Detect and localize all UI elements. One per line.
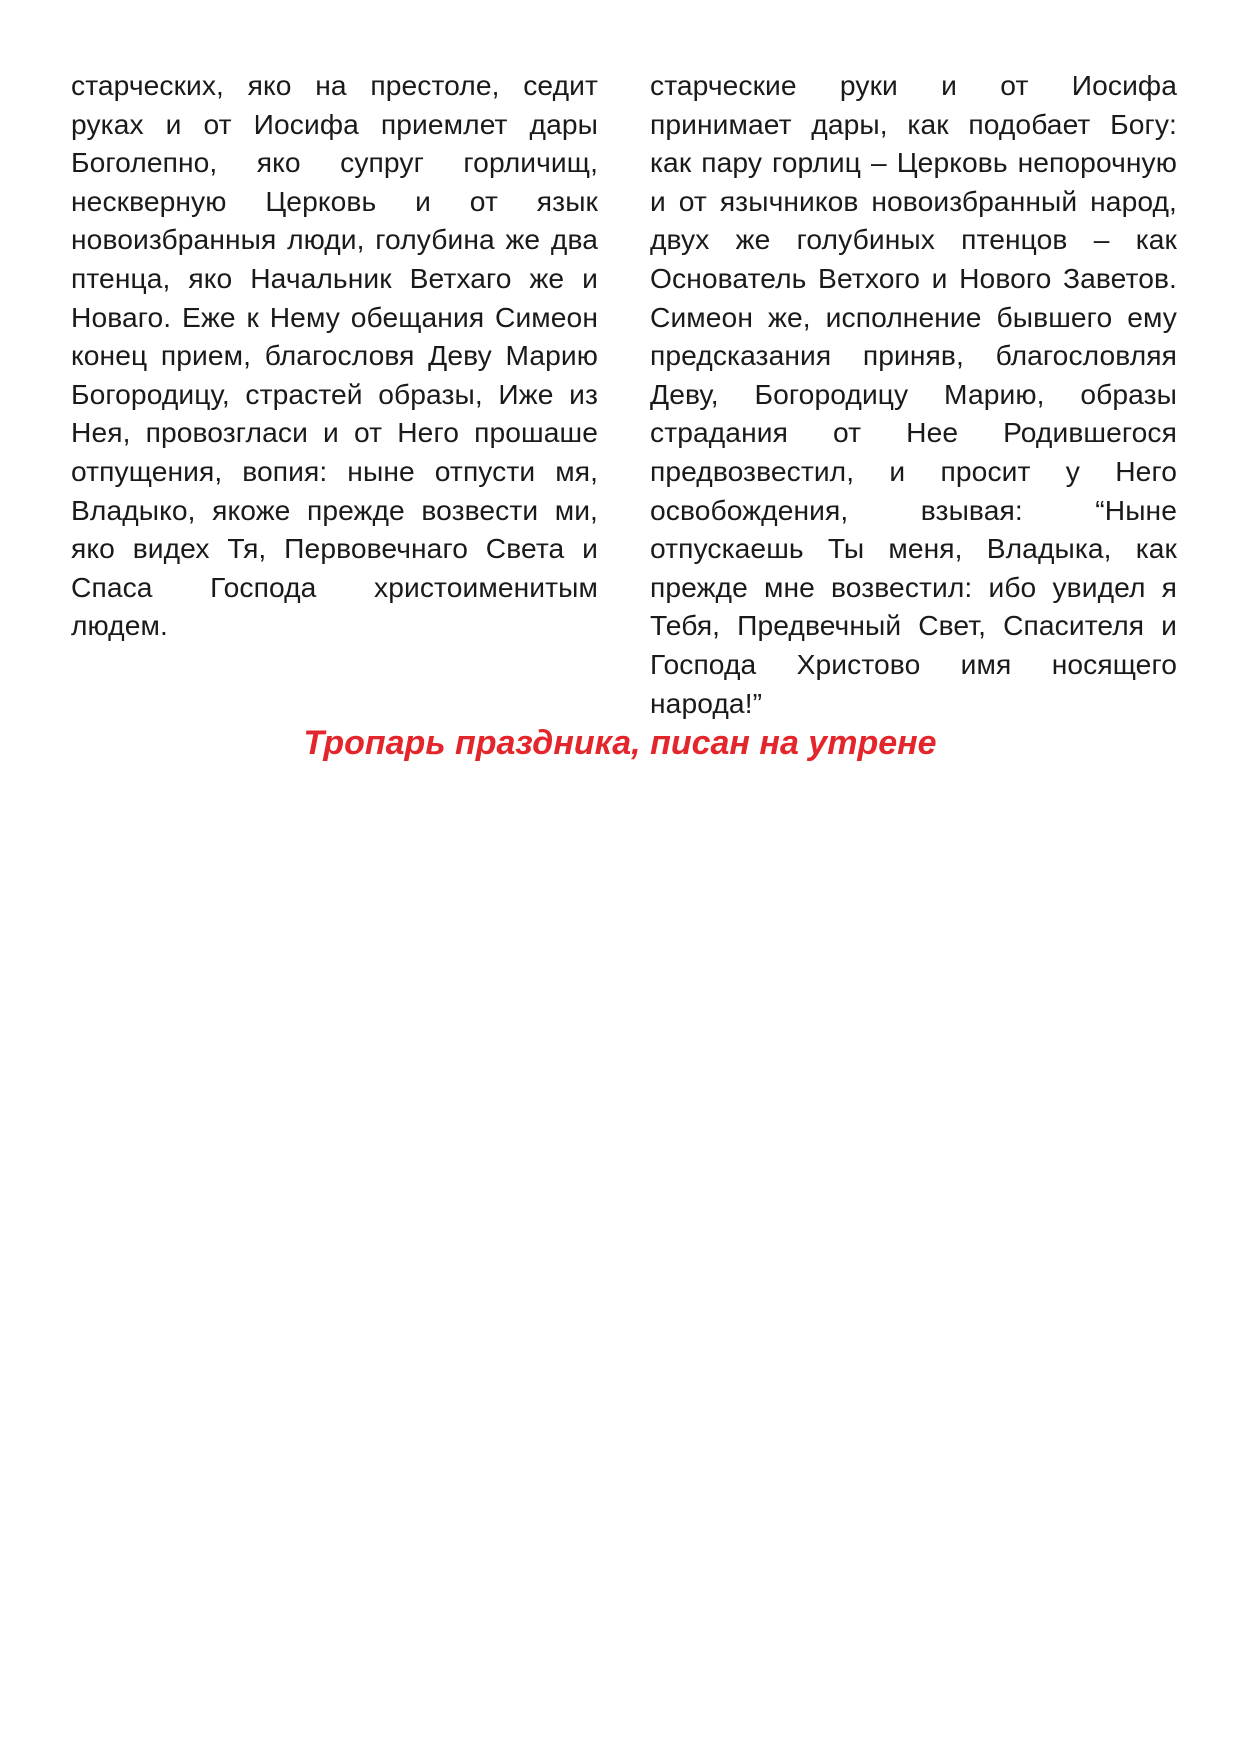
church-slavonic-text: старческих, яко на престоле, седит руках и от Иосифа приемлет дары Боголепно, яко супруг горличищ, нескверную Церковь и от язык новоизбранныя люди, голубина же два птенца, яко Начальник Ветхаго же и Новаго. Еже к Нему обещания Симеон конец прием, благословя Деву Марию Богородицу, страстей образы, Иже из Нея, провозгласи и от Него прошаше отпущения, вопия: ныне отпусти мя, Владыко, якоже прежде возвести ми, яко видех Тя, Первовечнаго Света и Спаса Господа христоименитым людем. <box>71 69 598 642</box>
section-heading: Тропарь праздника, писан на утрене <box>303 724 937 762</box>
russian-translation-text: старческие руки и от Иосифа принимает дары, как подобает Богу: как пару горлиц – Церковь непорочную и от язычников новоизбранный народ, двух же голубиных птенцов – как Основатель Ветхого и Нового Заветов. Симеон же, исполнение бывшего ему предсказания приняв, благословляя Деву, Богородицу Марию, образы страдания от Нее Родившегося предвозвестил, и просит у Него освобождения, взывая: “Ныне отпускаешь Ты меня, Владыка, как прежде мне возвестил: ибо увидел я Тебя, Предвечный Свет, Спасителя и Господа Христово имя носящего народа!” <box>650 69 1177 719</box>
church-slavonic-column <box>71 66 598 722</box>
two-column-body <box>71 66 1177 722</box>
russian-translation-column <box>650 66 1177 722</box>
